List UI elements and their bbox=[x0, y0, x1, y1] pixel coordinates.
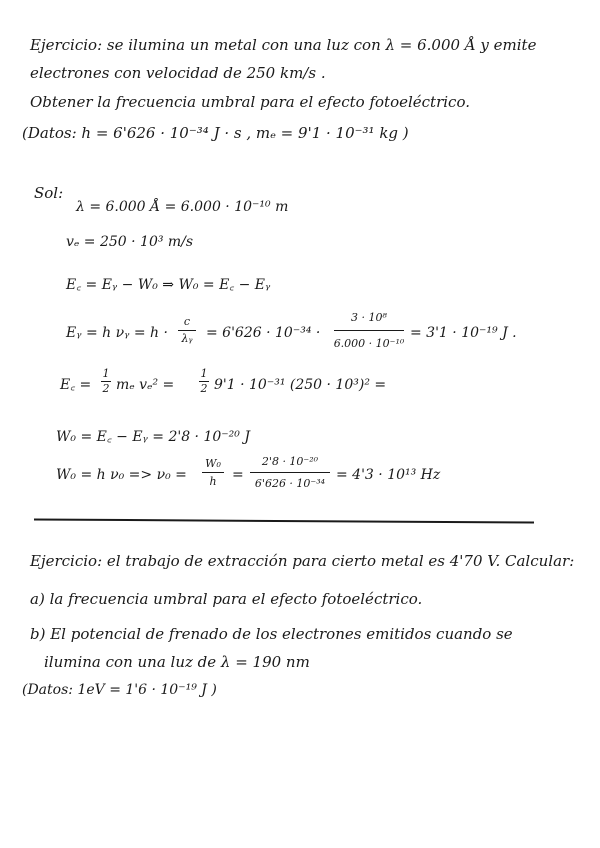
exercise2-data: (Datos: 1eV = 1'6 · 10⁻¹⁹ J ) bbox=[22, 682, 217, 698]
solution-energy-balance: E꜀ = Eᵧ − W₀ ⇒ W₀ = E꜀ − Eᵧ bbox=[66, 277, 271, 293]
frequency-eq: = bbox=[232, 467, 244, 483]
kinetic-half2-den: 2 bbox=[200, 382, 208, 395]
exercise1-line1: Ejercicio: se ilumina un metal con una luz con λ = 6.000 Å y emite bbox=[30, 36, 537, 54]
solution-label: Sol: bbox=[34, 184, 64, 202]
fraction-bar bbox=[202, 472, 224, 473]
exercise1-data: (Datos: h = 6'626 · 10⁻³⁴ J · s , mₑ = 9'1 · 10⁻³¹ kg ) bbox=[22, 124, 409, 142]
frequency-frac1-den: h bbox=[209, 475, 217, 488]
kinetic-half2-num: 1 bbox=[200, 367, 208, 380]
photon-energy-result: = 3'1 · 10⁻¹⁹ J . bbox=[410, 325, 517, 341]
kinetic-half1-den: 2 bbox=[102, 382, 110, 395]
frequency-lhs: W₀ = h ν₀ => ν₀ = bbox=[56, 467, 187, 483]
frequency-frac2-num: 2'8 · 10⁻²⁰ bbox=[261, 455, 319, 468]
kinetic-rhs: 9'1 · 10⁻³¹ (250 · 10³)² = bbox=[214, 377, 387, 393]
photon-energy-eq: = 6'626 · 10⁻³⁴ · bbox=[206, 325, 321, 341]
fraction-bar bbox=[178, 330, 196, 331]
exercise2-line2: a) la frecuencia umbral para el efecto fotoeléctrico. bbox=[30, 590, 423, 608]
exercise2-line3: b) El potencial de frenado de los electrones emitidos cuando se bbox=[30, 625, 513, 643]
solution-lambda: λ = 6.000 Å = 6.000 · 10⁻¹⁰ m bbox=[76, 199, 289, 215]
exercise1-line2: electrones con velocidad de 250 km/s . bbox=[30, 64, 326, 82]
frequency-frac1-num: W₀ bbox=[205, 457, 221, 470]
exercise2-line1: Ejercicio: el trabajo de extracción para cierto metal es 4'70 V. Calcular: bbox=[30, 552, 575, 570]
frequency-result: = 4'3 · 10¹³ Hz bbox=[336, 467, 441, 483]
kinetic-mid: mₑ vₑ² = bbox=[116, 377, 175, 393]
photon-energy-lhs: Eᵧ = h νᵧ = h · bbox=[66, 325, 168, 341]
kinetic-lhs: E꜀ = bbox=[60, 377, 92, 393]
fraction-bar bbox=[334, 330, 404, 331]
photon-energy-frac2-num: 3 · 10⁸ bbox=[351, 311, 387, 324]
work-function: W₀ = E꜀ − Eᵧ = 2'8 · 10⁻²⁰ J bbox=[56, 429, 250, 445]
solution-velocity: vₑ = 250 · 10³ m/s bbox=[66, 234, 194, 250]
kinetic-half1-num: 1 bbox=[102, 367, 110, 380]
fraction-bar bbox=[250, 472, 330, 473]
exercise2-line4: ilumina con una luz de λ = 190 nm bbox=[44, 653, 310, 671]
exercise1-line3: Obtener la frecuencia umbral para el efecto fotoeléctrico. bbox=[30, 93, 470, 111]
section-divider bbox=[34, 518, 534, 523]
frequency-frac2-den: 6'626 · 10⁻³⁴ bbox=[254, 477, 326, 490]
photon-energy-frac1-num: c bbox=[183, 315, 191, 328]
photon-energy-frac2-den: 6.000 · 10⁻¹⁰ bbox=[333, 337, 405, 350]
photon-energy-frac1-den: λᵧ bbox=[181, 332, 193, 345]
